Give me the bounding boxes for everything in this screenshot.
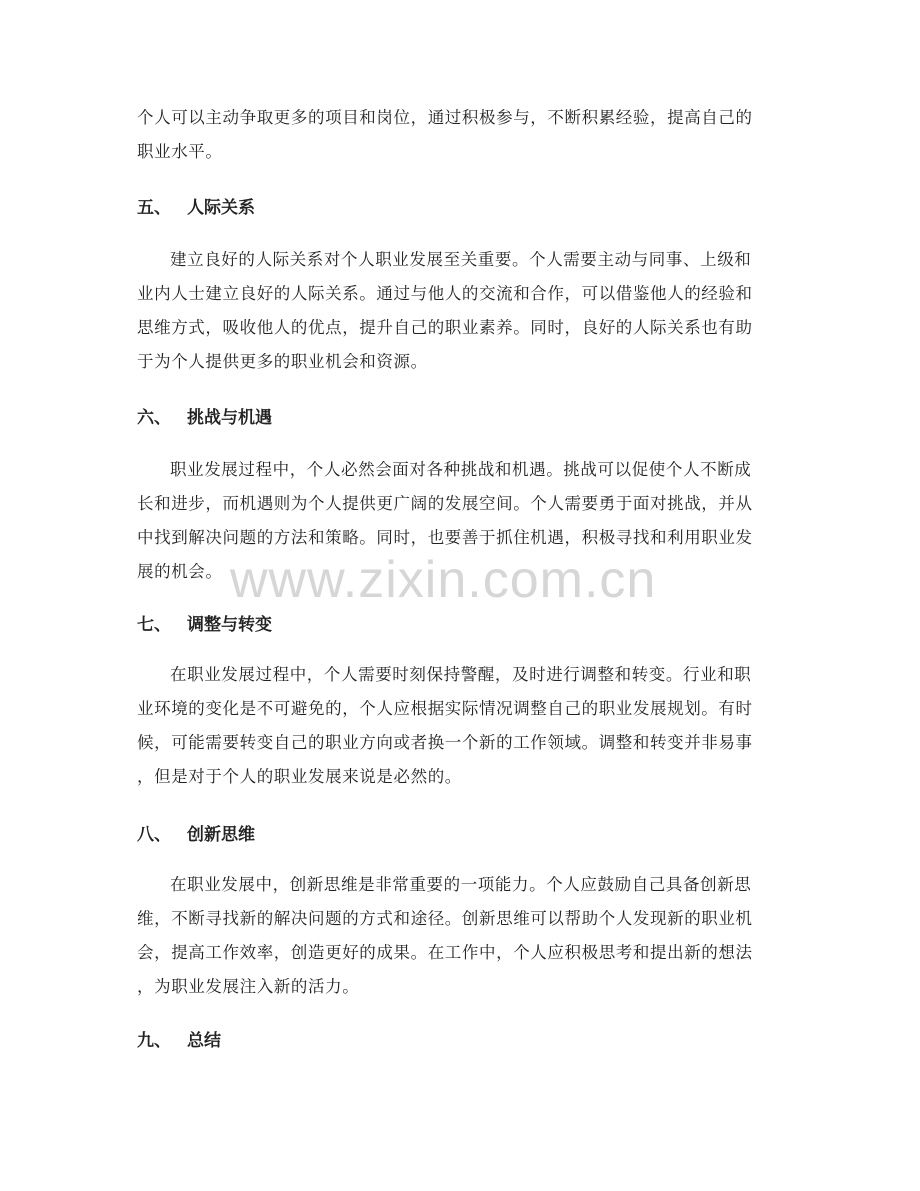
paragraph-line: 于为个人提供更多的职业机会和资源。 [137, 352, 428, 371]
paragraph-line: 在职业发展中，创新思维是非常重要的一项能力。个人应鼓励自己具备创新思 [170, 875, 752, 894]
paragraph-line: 职业水平。 [137, 142, 223, 161]
intro-paragraph [137, 101, 785, 169]
section-number: 六、 [137, 408, 171, 428]
section-number: 七、 [137, 615, 171, 635]
section-title: 挑战与机遇 [187, 408, 272, 428]
section-heading [137, 196, 255, 220]
paragraph-line: ，为职业发展注入新的活力。 [137, 977, 360, 996]
section-number: 五、 [137, 198, 171, 218]
section-number: 九、 [137, 1031, 171, 1051]
section-heading [137, 613, 272, 637]
watermark: www.zixin.com.cn [230, 551, 657, 609]
paragraph-line: 候，可能需要转变自己的职业方向或者换一个新的工作领域。调整和转变并非易事 [137, 733, 753, 752]
section-title: 调整与转变 [187, 615, 272, 635]
section-title: 创新思维 [187, 825, 255, 845]
section-title: 总结 [187, 1031, 221, 1051]
section-heading [137, 406, 272, 430]
paragraph-line: 业内人士建立良好的人际关系。通过与他人的交流和合作，可以借鉴他人的经验和 [137, 284, 753, 303]
paragraph-line: 维，不断寻找新的解决问题的方式和途径。创新思维可以帮助个人发现新的职业机 [137, 909, 753, 928]
section-title: 人际关系 [187, 198, 255, 218]
paragraph-line: 在职业发展过程中，个人需要时刻保持警醒，及时进行调整和转变。行业和职 [170, 665, 752, 684]
section-paragraph [137, 868, 785, 1004]
section-heading [137, 1029, 221, 1053]
paragraph-line: 中找到解决问题的方法和策略。同时，也要善于抓住机遇，积极寻找和利用职业发 [137, 528, 753, 547]
section-paragraph [137, 243, 785, 379]
paragraph-line: 思维方式，吸收他人的优点，提升自己的职业素养。同时，良好的人际关系也有助 [137, 318, 753, 337]
section-heading [137, 823, 255, 847]
paragraph-line: 建立良好的人际关系对个人职业发展至关重要。个人需要主动与同事、上级和 [170, 250, 752, 269]
paragraph-line: 业环境的变化是不可避免的，个人应根据实际情况调整自己的职业发展规划。有时 [137, 699, 753, 718]
paragraph-line: 展的机会。 [137, 562, 223, 581]
paragraph-line: 会，提高工作效率，创造更好的成果。在工作中，个人应积极思考和提出新的想法 [137, 943, 753, 962]
paragraph-line: ，但是对于个人的职业发展来说是必然的。 [137, 767, 462, 786]
section-number: 八、 [137, 825, 171, 845]
section-paragraph [137, 453, 785, 589]
section-paragraph [137, 658, 785, 794]
paragraph-line: 长和进步，而机遇则为个人提供更广阔的发展空间。个人需要勇于面对挑战，并从 [137, 494, 753, 513]
paragraph-line: 个人可以主动争取更多的项目和岗位，通过积极参与，不断积累经验，提高自己的 [137, 108, 753, 127]
paragraph-line: 职业发展过程中，个人必然会面对各种挑战和机遇。挑战可以促使个人不断成 [170, 460, 752, 479]
